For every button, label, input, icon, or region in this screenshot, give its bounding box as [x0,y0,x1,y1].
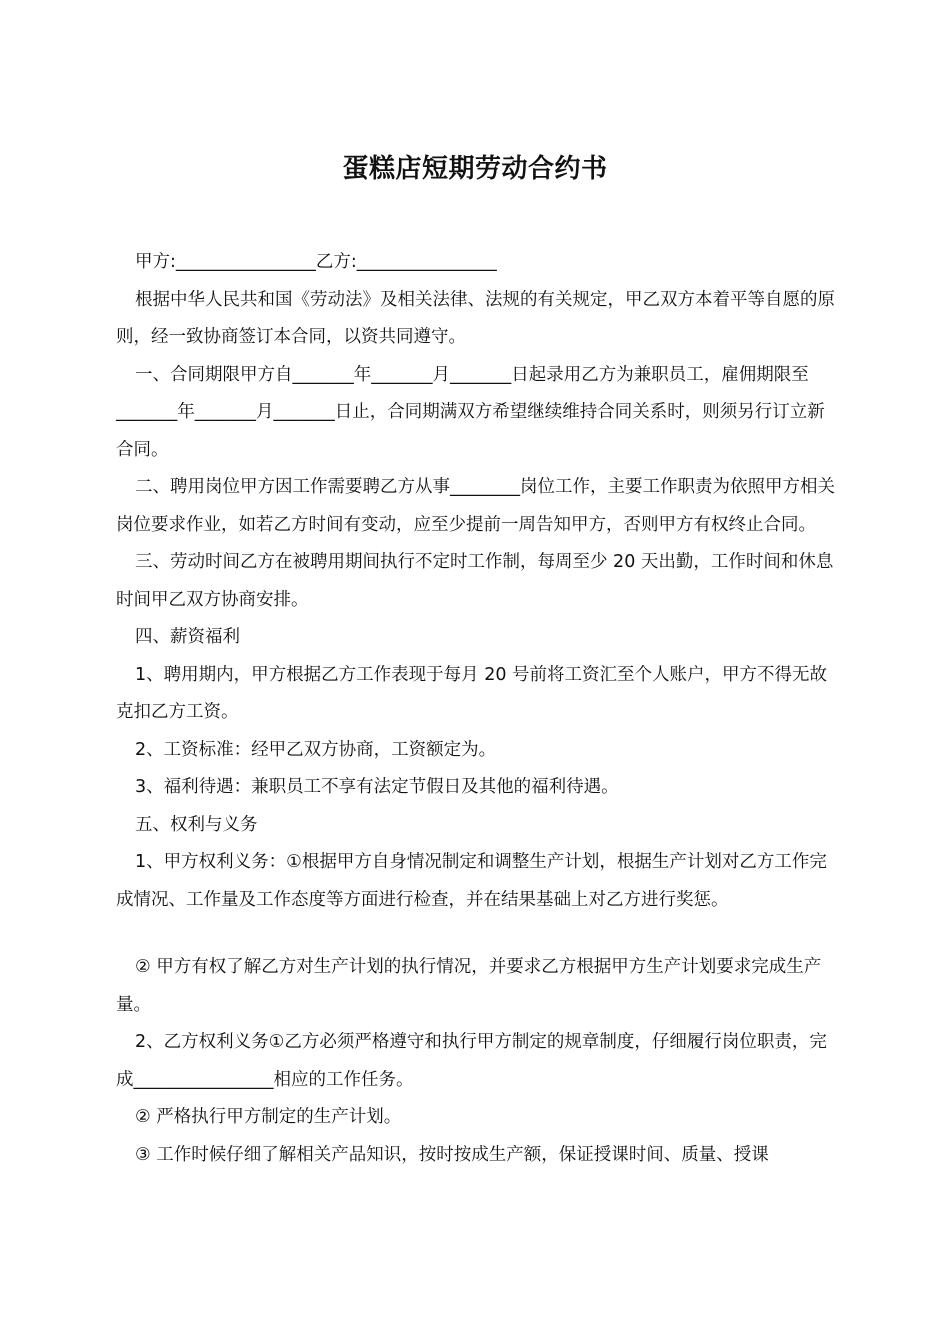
section-heading-rights: 五、权利与义务 [135,814,258,835]
document-body [116,244,836,1174]
salary-item-1: 1、聘用期内，甲方根据乙方工作表现于每月 20 号前将工资汇至个人账户，甲方不得无故克扣乙方工资。 [116,664,828,722]
rights-party-b-item-3: ③ 工作时候仔细了解相关产品知识，按时按成生产额，保证授课时间、质量、授课 [135,1144,769,1165]
clause-contract-term: 一、合同期限甲方自_______年_______月_______日起录用乙方为兼职员工，雇佣期限至_______年_______月_______日止，合同期满双方希望继续维持合同关系时，则须另行订立新合同。 [116,364,825,460]
preamble-paragraph: 根据中华人民共和国《劳动法》及相关法律、法规的有关规定，甲乙双方本着平等自愿的原则，经一致协商签订本合同，以资共同遵守。 [116,289,835,347]
section-heading-salary: 四、薪资福利 [135,627,240,647]
salary-item-2: 2、工资标准：经甲乙双方协商，工资额定为。 [135,739,497,760]
rights-party-a: 1、甲方权利义务：①根据甲方自身情况制定和调整生产计划，根据生产计划对乙方工作完成情况、工作量及工作态度等方面进行检查，并在结果基础上对乙方进行奖惩。 [116,852,827,910]
clause-position: 二、聘用岗位甲方因工作需要聘乙方从事________岗位工作，主要工作职责为依照甲方相关岗位要求作业，如若乙方时间有变动，应至少提前一周告知甲方，否则甲方有权终止合同。 [116,477,835,535]
document-title: 蛋糕店短期劳动合约书 [342,154,608,185]
clause-working-hours: 三、劳动时间乙方在被聘用期间执行不定时工作制，每周至少 20 天出勤，工作时间和休息时间甲乙双方协商安排。 [116,552,834,610]
salary-item-3: 3、福利待遇：兼职员工不享有法定节假日及其他的福利待遇。 [135,777,619,797]
rights-party-a-item-2: ② 甲方有权了解乙方对生产计划的执行情况，并要求乙方根据甲方生产计划要求完成生产量。 [116,957,822,1015]
rights-party-b-item-2: ② 严格执行甲方制定的生产计划。 [135,1107,402,1127]
party-line: 甲方:________________乙方:________________ [135,252,497,272]
rights-party-b: 2、乙方权利义务①乙方必须严格遵守和执行甲方制定的规章制度，仔细履行岗位职责，完成________________相应的工作任务。 [116,1032,827,1090]
